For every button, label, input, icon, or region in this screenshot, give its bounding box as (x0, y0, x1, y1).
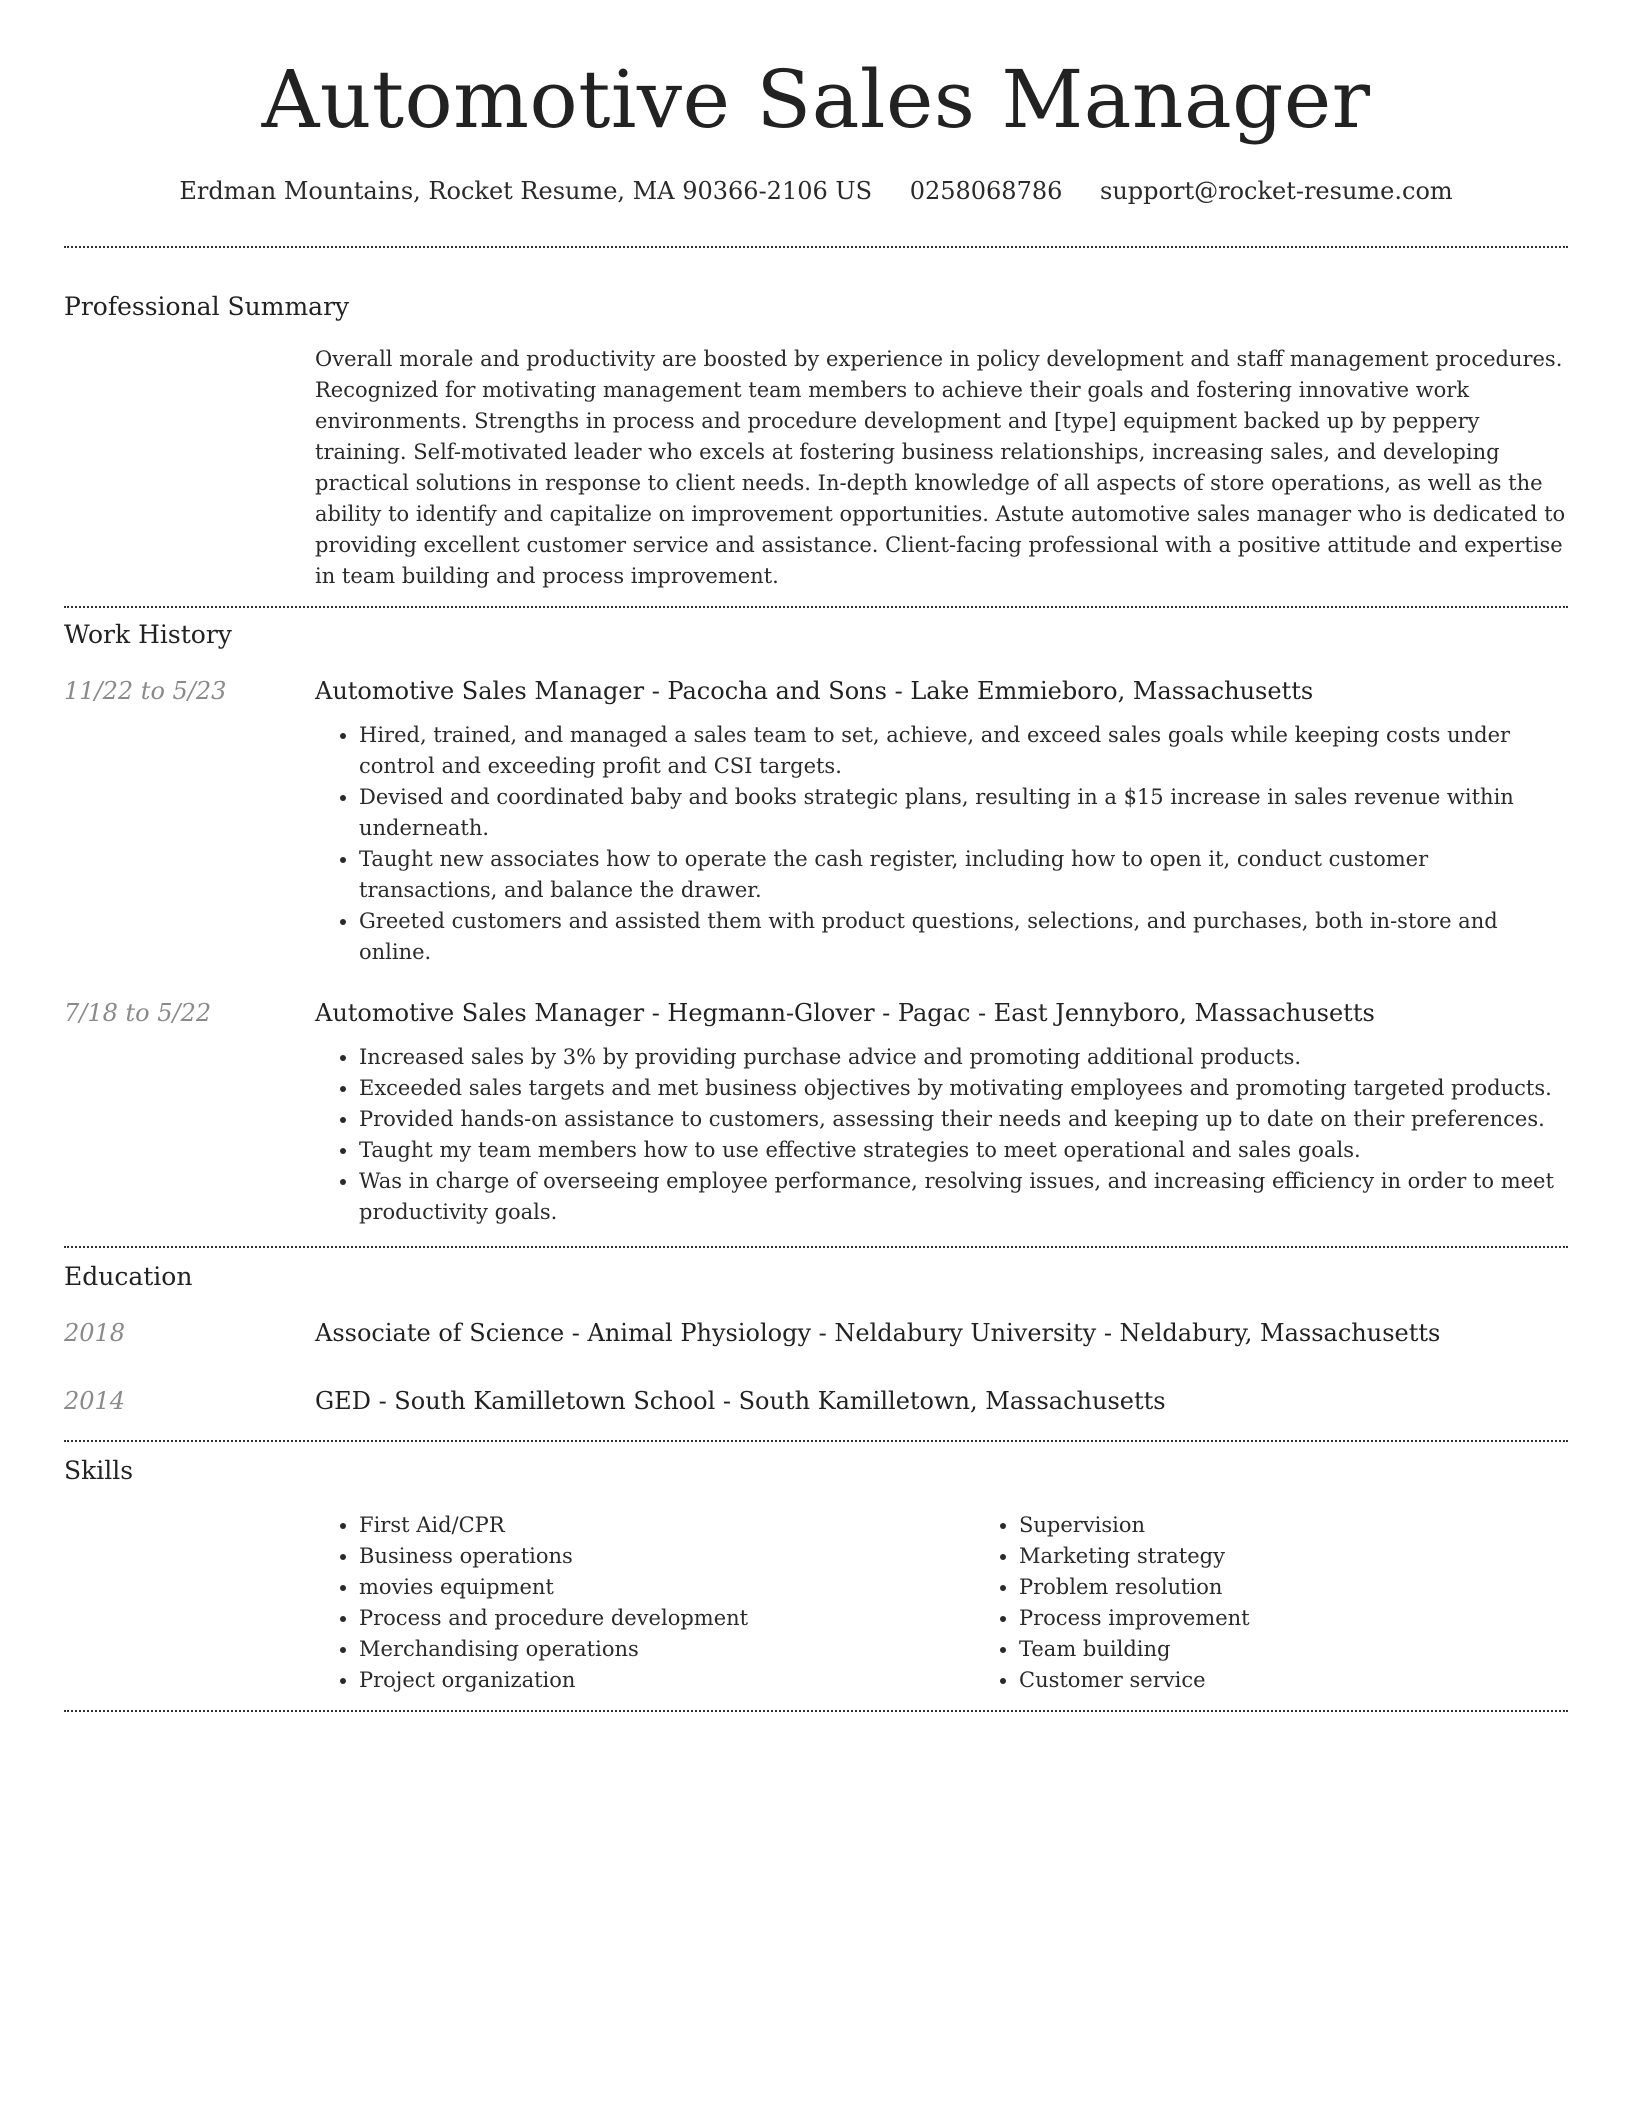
summary-row (64, 344, 1568, 592)
skill-item: • Supervision (1019, 1510, 1632, 1541)
job-dates: 7/18 to 5/22 (64, 999, 212, 1027)
divider-skills (64, 1710, 1568, 1712)
job-bullet: • Taught new associates how to operate the cash register, including how to open it, conduct customer transactions, and balance the drawer. (359, 844, 1568, 906)
skill-item: • Business operations (359, 1541, 975, 1572)
skills-row (64, 1510, 1568, 1696)
contact-address: Erdman Mountains, Rocket Resume, MA 90366-2106 US (179, 177, 873, 205)
skill-item: • Merchandising operations (359, 1634, 975, 1665)
skill-item: • movies equipment (359, 1572, 975, 1603)
education-entry (64, 1384, 1568, 1418)
skills-spacer (64, 1510, 315, 1696)
job-entry (64, 674, 1568, 968)
education-details: Associate of Science - Animal Physiology - Neldabury University - Neldabury, Massachusetts (315, 1319, 1441, 1347)
contact-phone: 0258068786 (909, 177, 1063, 205)
job-bullet: • Exceeded sales targets and met business objectives by motivating employees and promoting targeted products. (359, 1073, 1568, 1104)
section-title-work-history: Work History (64, 620, 232, 649)
job-entry (64, 996, 1568, 1228)
skill-item: • Marketing strategy (1019, 1541, 1632, 1572)
skills-list-left (315, 1510, 975, 1696)
skills-list-right (975, 1510, 1632, 1696)
education-year: 2014 (64, 1387, 126, 1415)
job-bullet: • Devised and coordinated baby and books strategic plans, resulting in a $15 increase in sales revenue within underneath. (359, 782, 1568, 844)
skill-item: • Process and procedure development (359, 1603, 975, 1634)
education-entry (64, 1316, 1568, 1350)
job-bullet: • Taught my team members how to use effective strategies to meet operational and sales goals. (359, 1135, 1568, 1166)
divider-header (64, 246, 1568, 248)
skill-item: • Project organization (359, 1665, 975, 1696)
skill-item: • Customer service (1019, 1665, 1632, 1696)
job-bullet: • Greeted customers and assisted them with product questions, selections, and purchases, both in-store and online. (359, 906, 1568, 968)
section-title-education: Education (64, 1262, 193, 1291)
job-bullets (315, 720, 1568, 968)
job-heading: Automotive Sales Manager - Hegmann-Glover - Pagac - East Jennyboro, Massachusetts (315, 999, 1375, 1027)
divider-work-history (64, 1246, 1568, 1248)
job-bullet: • Provided hands-on assistance to customers, assessing their needs and keeping up to date on their preferences. (359, 1104, 1568, 1135)
skill-item: • Problem resolution (1019, 1572, 1632, 1603)
contact-line (64, 174, 1568, 208)
skill-item: • First Aid/CPR (359, 1510, 975, 1541)
job-bullet: • Increased sales by 3% by providing purchase advice and promoting additional products. (359, 1042, 1568, 1073)
divider-summary (64, 606, 1568, 608)
contact-email: support@rocket-resume.com (1100, 177, 1453, 205)
section-title-summary: Professional Summary (64, 292, 350, 321)
summary-spacer (64, 344, 315, 592)
job-heading: Automotive Sales Manager - Pacocha and Sons - Lake Emmieboro, Massachusetts (315, 677, 1314, 705)
job-bullet: • Hired, trained, and managed a sales team to set, achieve, and exceed sales goals while keeping costs under control and exceeding profit and CSI targets. (359, 720, 1568, 782)
resume-name: Automotive Sales Manager (261, 53, 1371, 146)
job-dates: 11/22 to 5/23 (64, 677, 227, 705)
job-bullet: • Was in charge of overseeing employee performance, resolving issues, and increasing efficiency in order to meet productivity goals. (359, 1166, 1568, 1228)
divider-education (64, 1440, 1568, 1442)
education-year: 2018 (64, 1319, 126, 1347)
section-title-skills: Skills (64, 1456, 134, 1485)
skill-item: • Team building (1019, 1634, 1632, 1665)
education-details: GED - South Kamilletown School - South Kamilletown, Massachusetts (315, 1387, 1166, 1415)
job-bullets (315, 1042, 1568, 1228)
summary-text: Overall morale and productivity are boosted by experience in policy development and staff management procedures. Recognized for motivating management team members to achieve their goals and fostering innovative work environments. Strengths in process and procedure development and [type] equipment backed up by peppery training. Self-motivated leader who excels at fostering business relationships, increasing sales, and developing practical solutions in response to client needs. In-depth knowledge of all aspects of store operations, as well as the ability to identify and capitalize on improvement opportunities. Astute automotive sales manager who is dedicated to providing excellent customer service and assistance. Client-facing professional with a positive attitude and expertise in team building and process improvement. (315, 347, 1566, 588)
skill-item: • Process improvement (1019, 1603, 1632, 1634)
